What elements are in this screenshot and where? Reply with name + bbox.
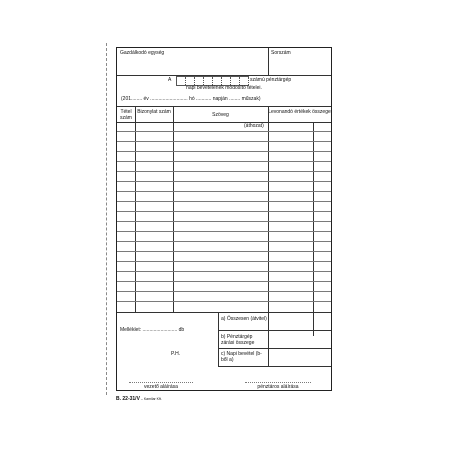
digit-box — [186, 77, 195, 85]
summary-left-divider — [218, 312, 219, 366]
digit-box — [177, 77, 186, 85]
summary-amount-divider — [268, 312, 269, 366]
table-row — [117, 131, 331, 132]
col-voucher-no: Bizonylat szám — [137, 109, 171, 115]
title-prefix: A — [168, 77, 172, 83]
table-row — [117, 251, 331, 252]
form-code — [116, 396, 162, 402]
manager-signature-label: vezető aláírása — [144, 384, 178, 390]
table-row — [117, 281, 331, 282]
col-text: Szöveg — [212, 112, 229, 118]
table-row — [117, 271, 331, 272]
table-row — [117, 301, 331, 302]
title-bottom-line — [117, 106, 331, 107]
form-publisher: – Kamilar Kft. — [140, 397, 162, 401]
col-divider-4 — [313, 122, 314, 336]
perforation-line — [106, 43, 107, 395]
digit-box — [195, 77, 204, 85]
digit-box — [240, 77, 249, 85]
unit-label: Gazdálkodó egység — [120, 50, 165, 56]
digit-box — [213, 77, 222, 85]
title-line1: számú pénztárgép — [250, 77, 292, 83]
form-code-text: B. 22-31/V — [116, 396, 140, 402]
table-row — [117, 261, 331, 262]
manager-signature-line — [129, 382, 193, 383]
table-row — [117, 201, 331, 202]
table-row — [117, 231, 331, 232]
date-line: (201........ év ........................... hó ........... napján ........ műszak) — [121, 96, 261, 102]
title-line2: napi bevételének módosító tételei. — [186, 85, 262, 91]
digit-box — [231, 77, 240, 85]
table-row — [117, 191, 331, 192]
table-row — [117, 171, 331, 172]
table-row — [117, 221, 331, 222]
closing-line — [218, 348, 331, 349]
table-row — [117, 211, 331, 212]
total-label: a) Összesen (átvitel) — [221, 316, 267, 322]
col-deductible: Levonandó értékek összege — [268, 109, 331, 115]
daily-line — [218, 366, 331, 367]
table-bottom-line — [117, 312, 331, 313]
table-row — [117, 151, 331, 152]
total-line — [218, 330, 331, 331]
digit-box — [222, 77, 231, 85]
serial-label: Sorszám — [271, 50, 291, 56]
daily-label: c) Napi bevétel (b-ből a) — [221, 351, 262, 363]
digit-box — [204, 77, 213, 85]
carried-forward-label: (áthozat) — [244, 123, 264, 129]
table-row — [117, 161, 331, 162]
table-row — [117, 241, 331, 242]
column-header-bottom-line — [117, 122, 331, 123]
cashier-signature-label: pénztáros aláírása — [257, 384, 299, 390]
table-row — [117, 291, 331, 292]
cash-register-form — [116, 47, 332, 391]
table-row — [117, 141, 331, 142]
stamp-label: P.H. — [171, 351, 181, 357]
closing-label: b) Pénztárgép zárási összege — [221, 334, 255, 346]
attachment-label: Melléklet: ......................... db — [120, 327, 185, 333]
cashier-signature-line — [245, 382, 311, 383]
table-row — [117, 181, 331, 182]
header-divider — [268, 48, 269, 75]
col-item-no: Tétel szám — [120, 109, 132, 121]
